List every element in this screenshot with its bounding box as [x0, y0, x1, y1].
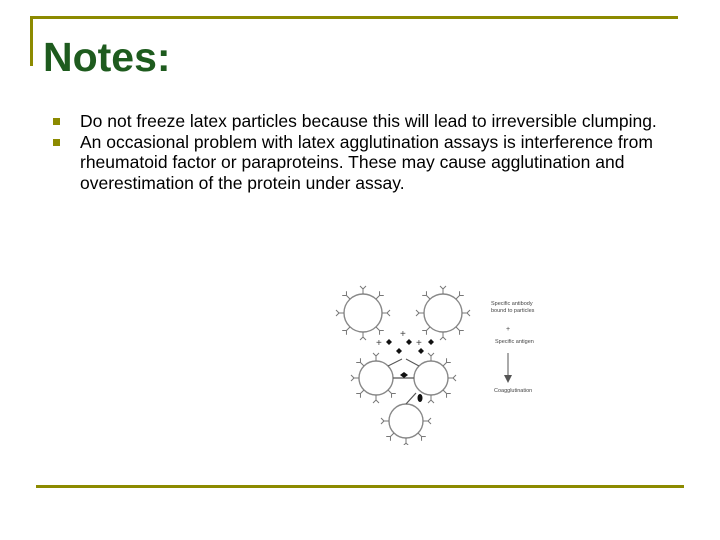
bullet-item [50, 111, 690, 132]
label-antibody-line1: Specific antibody [491, 301, 533, 307]
bullet-item [50, 132, 690, 194]
label-coagglutination: Coagglutination [494, 388, 533, 394]
diagram-svg [308, 283, 558, 445]
latex-particle [381, 404, 431, 445]
square-bullet-icon [53, 118, 60, 125]
bullet-text: An occasional problem with latex agglutination assays is interference from rheumatoid factor or paraproteins. These may cause agglutination and overestimation of the protein under assay. [80, 131, 653, 193]
arrow-down-icon [504, 375, 512, 383]
label-plus: + [506, 326, 511, 333]
bullet-text: Do not freeze latex particles because this will lead to irreversible clumping. [80, 111, 657, 131]
svg-text:+: + [416, 338, 422, 349]
label-antigen: Specific antigen [495, 339, 534, 345]
svg-text:+: + [400, 329, 406, 340]
svg-text:+: + [376, 338, 382, 349]
latex-particle [351, 353, 396, 403]
top-rule [30, 16, 678, 19]
left-rule [30, 16, 33, 66]
slide-title: Notes: [43, 34, 171, 80]
square-bullet-icon [53, 139, 60, 146]
latex-particle [416, 286, 470, 340]
bullet-list [50, 111, 690, 193]
latex-particle [336, 286, 390, 340]
label-antibody-line2: bound to particles [491, 308, 535, 314]
bottom-rule [36, 485, 684, 488]
antigen-marks [386, 339, 434, 354]
latex-agglutination-diagram [308, 283, 558, 445]
